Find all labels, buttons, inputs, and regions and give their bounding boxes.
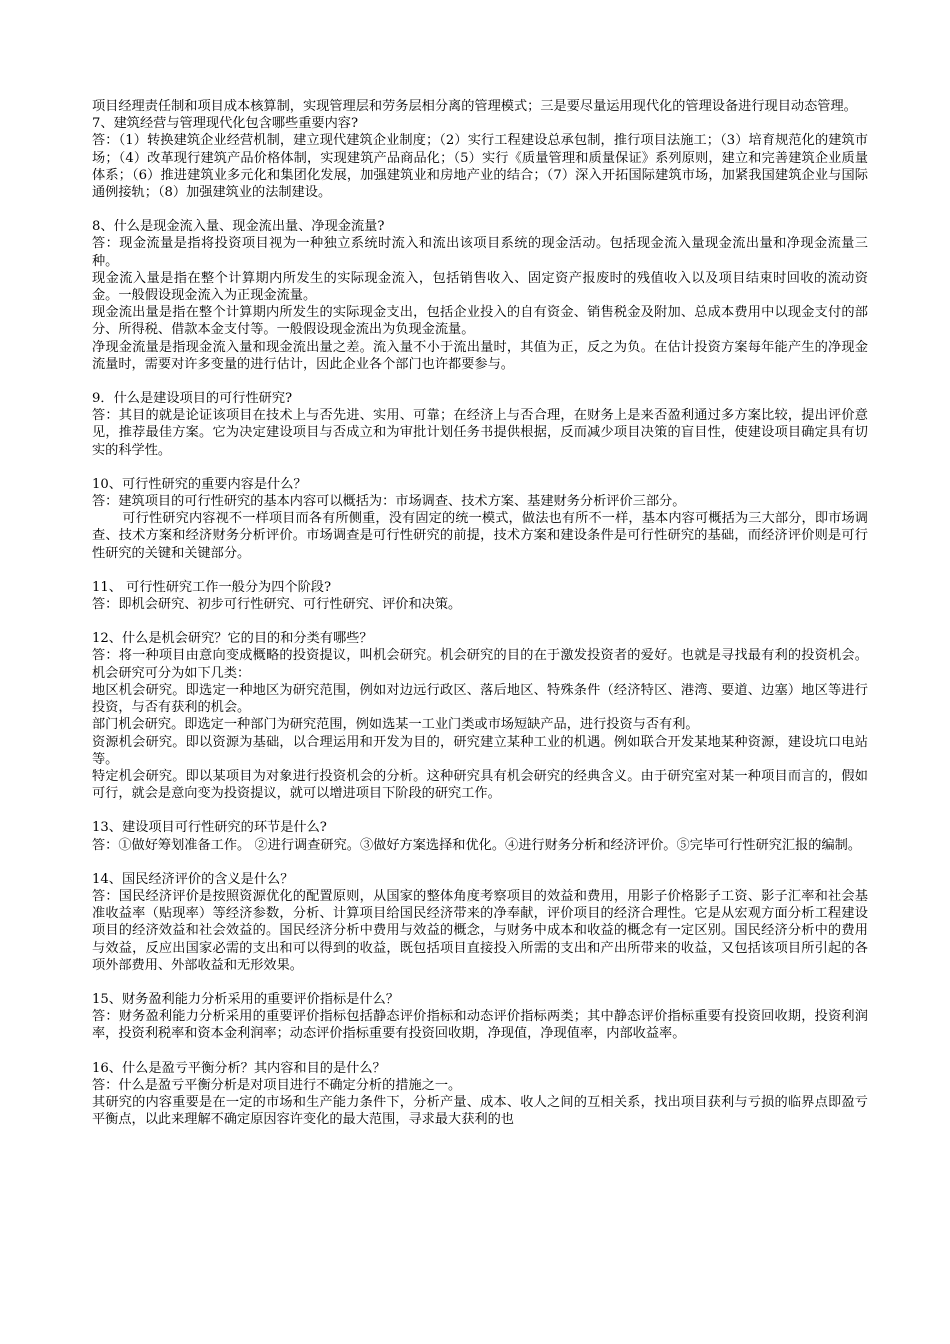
qa-section — [92, 991, 868, 1043]
qa-section — [92, 871, 868, 974]
answer-text: 其研究的内容重要是在一定的市场和生产能力条件下，分析产量、成本、收人之间的互相关系，找出项目获利与亏损的临界点即盈亏平衡点，以此来理解不确定原因容许变化的最大范围，寻求最大获利的也 — [92, 1094, 868, 1128]
answer-text: 现金流出量是指在整个计算期内所发生的实际现金支出，包括企业投入的自有资金、销售税金及附加、总成本费用中以现金支付的部分、所得税、借款本金支付等。一般假设现金流出为负现金流量。 — [92, 305, 868, 338]
answer-text: 答：（1）转换建筑企业经营机制，建立现代建筑企业制度；（2）实行工程建设总承包制，推行项目法施工；（3）培育规范化的建筑市场；（4）改革现行建筑产品价格体制，实现建筑产品商品化；（5）实行《质量管理和质量保证》系列原则，建立和完善建筑企业质量体系；（6）推进建筑业多元化和集团化发展，加强建筑业和房地产业的结合；（7）深入开拓国际建筑市场，加紧我国建筑企业与国际通例接轨；（8）加强建筑业的法制建设。 — [92, 133, 868, 201]
question-heading: 16、什么是盈亏平衡分析？其内容和目的是什么？ — [92, 1060, 386, 1076]
answer-text: 答：国民经济评价是按照资源优化的配置原则，从国家的整体角度考察项目的效益和费用，用影子价格影子工资、影子汇率和社会基准收益率（贴现率）等经济参数，分析、计算项目给国民经济带来的净奉献，评价项目的经济合理性。它是从宏观方面分析工程建设项目的经济效益和社会效益的。国民经济分析中费用与效益的概念，与财务中成本和收益的概念有一定区别。国民经济分析中的费用与效益，反应出国家必需的支出和可以得到的收益，既包括项目直接投入所需的支出和产出所带来的收益，又包括该项目所引起的各项外部费用、外部收益和无形效果。 — [92, 888, 868, 973]
question-heading: 15、财务盈利能力分析采用的重要评价指标是什么？ — [92, 991, 399, 1007]
question-heading: 10、可行性研究的重要内容是什么？ — [92, 476, 307, 492]
answer-text: 答：①做好筹划准备工作。 ②进行调查研究。③做好方案选择和优化。④进行财务分析和经济评价。⑤完毕可行性研究汇报的编制。 — [92, 837, 862, 853]
qa-section — [92, 630, 868, 802]
answer-text: 答：建筑项目的可行性研究的基本内容可以概括为：市场调查、技术方案、基建财务分析评价三部分。 — [92, 494, 686, 510]
qa-section — [92, 218, 868, 373]
answer-text: 答：什么是盈亏平衡分析是对项目进行不确定分析的措施之一。 — [92, 1077, 462, 1093]
intro-paragraph — [92, 98, 868, 115]
answer-text: 资源机会研究。即以资源为基础，以合理运用和开发为目的，研究建立某种工业的机遇。例如联合开发某地某种资源，建设坑口电站等。 — [92, 734, 868, 767]
question-heading: 12、什么是机会研究？它的目的和分类有哪些？ — [92, 631, 373, 647]
qa-section — [92, 1060, 868, 1129]
document-page — [92, 98, 868, 1145]
answer-text: 部门机会研究。即选定一种部门为研究范围，例如选某一工业门类或市场短缺产品，进行投资与否有利。 — [92, 717, 699, 733]
qa-section — [92, 819, 868, 853]
qa-section — [92, 476, 868, 562]
answer-text: 答：即机会研究、初步可行性研究、可行性研究、评价和决策。 — [92, 597, 462, 613]
answer-text: 答：现金流量是指将投资项目视为一种独立系统时流入和流出该项目系统的现金活动。包括现金流入量现金流出量和净现金流量三种。 — [92, 236, 868, 269]
qa-section — [92, 390, 868, 459]
question-heading: 13、建设项目可行性研究的环节是什么? — [92, 820, 327, 836]
answer-text: 现金流入量是指在整个计算期内所发生的实际现金流入，包括销售收入、固定资产报废时的残值收入以及项目结束时回收的流动资金。一般假设现金流入为正现金流量。 — [92, 270, 868, 304]
answer-text: 地区机会研究。即选定一种地区为研究范围，例如对边远行政区、落后地区、特殊条件（经济特区、港湾、要道、边塞）地区等进行投资，与否有获利的机会。 — [92, 682, 868, 716]
answer-text: 答：其目的就是论证该项目在技术上与否先进、实用、可靠；在经济上与否合理，在财务上是来否盈利通过多方案比较，提出评价意见，推荐最佳方案。它为决定建设项目与否成立和为审批计划任务书提供根据，反而减少项目决策的盲目性，使建设项目确定具有切实的科学性。 — [92, 408, 868, 458]
question-heading: 7、建筑经营与管理现代化包含哪些重要内容? — [92, 116, 359, 132]
answer-text: 可行性研究内容视不一样项目而各有所侧重，没有固定的统一模式，做法也有所不一样，基本内容可概括为三大部分，即市场调查、技术方案和经济财务分析评价。市场调查是可行性研究的前提，技术方案和建设条件是可行性研究的基础，而经济评价则是可行性研究的关键和关键部分。 — [92, 511, 868, 561]
qa-section — [92, 115, 868, 201]
answer-text: 特定机会研究。即以某项目为对象进行投资机会的分析。这种研究具有机会研究的经典含义。由于研究室对某一种项目而言的，假如可行，就会是意向变为投资提议，就可以增进项目下阶段的研究工作。 — [92, 768, 868, 802]
answer-text: 答：将一种项目由意向变成概略的投资提议，叫机会研究。机会研究的目的在于激发投资者的爱好。也就是寻找最有利的投资机会。机会研究可分为如下几类： — [92, 648, 868, 681]
body-text: 项目经理责任制和项目成本核算制，实现管理层和劳务层相分离的管理模式；三是要尽量运用现代化的管理设备进行现目动态管理。 — [92, 99, 857, 114]
question-heading: 11、 可行性研究工作一般分为四个阶段? — [92, 579, 332, 595]
question-heading: 8、什么是现金流入量、现金流出量、净现金流量? — [92, 219, 385, 235]
question-heading: 14、国民经济评价的含义是什么？ — [92, 871, 294, 887]
qa-section — [92, 579, 868, 613]
answer-text: 净现金流量是指现金流入量和现金流出量之差。流入量不小于流出量时，其值为正，反之为负。在估计投资方案每年能产生的净现金流量时，需要对许多变量的进行估计，因此企业各个部门也许都要参与。 — [92, 339, 868, 372]
answer-text: 答：财务盈利能力分析采用的重要评价指标包括静态评价指标和动态评价指标两类；其中静态评价指标重要有投资回收期，投资利润率，投资利税率和资本金利润率；动态评价指标重要有投资回收期，净现值，净现值率，内部收益率。 — [92, 1009, 868, 1042]
question-heading: 9．什么是建设项目的可行性研究? — [92, 391, 293, 407]
